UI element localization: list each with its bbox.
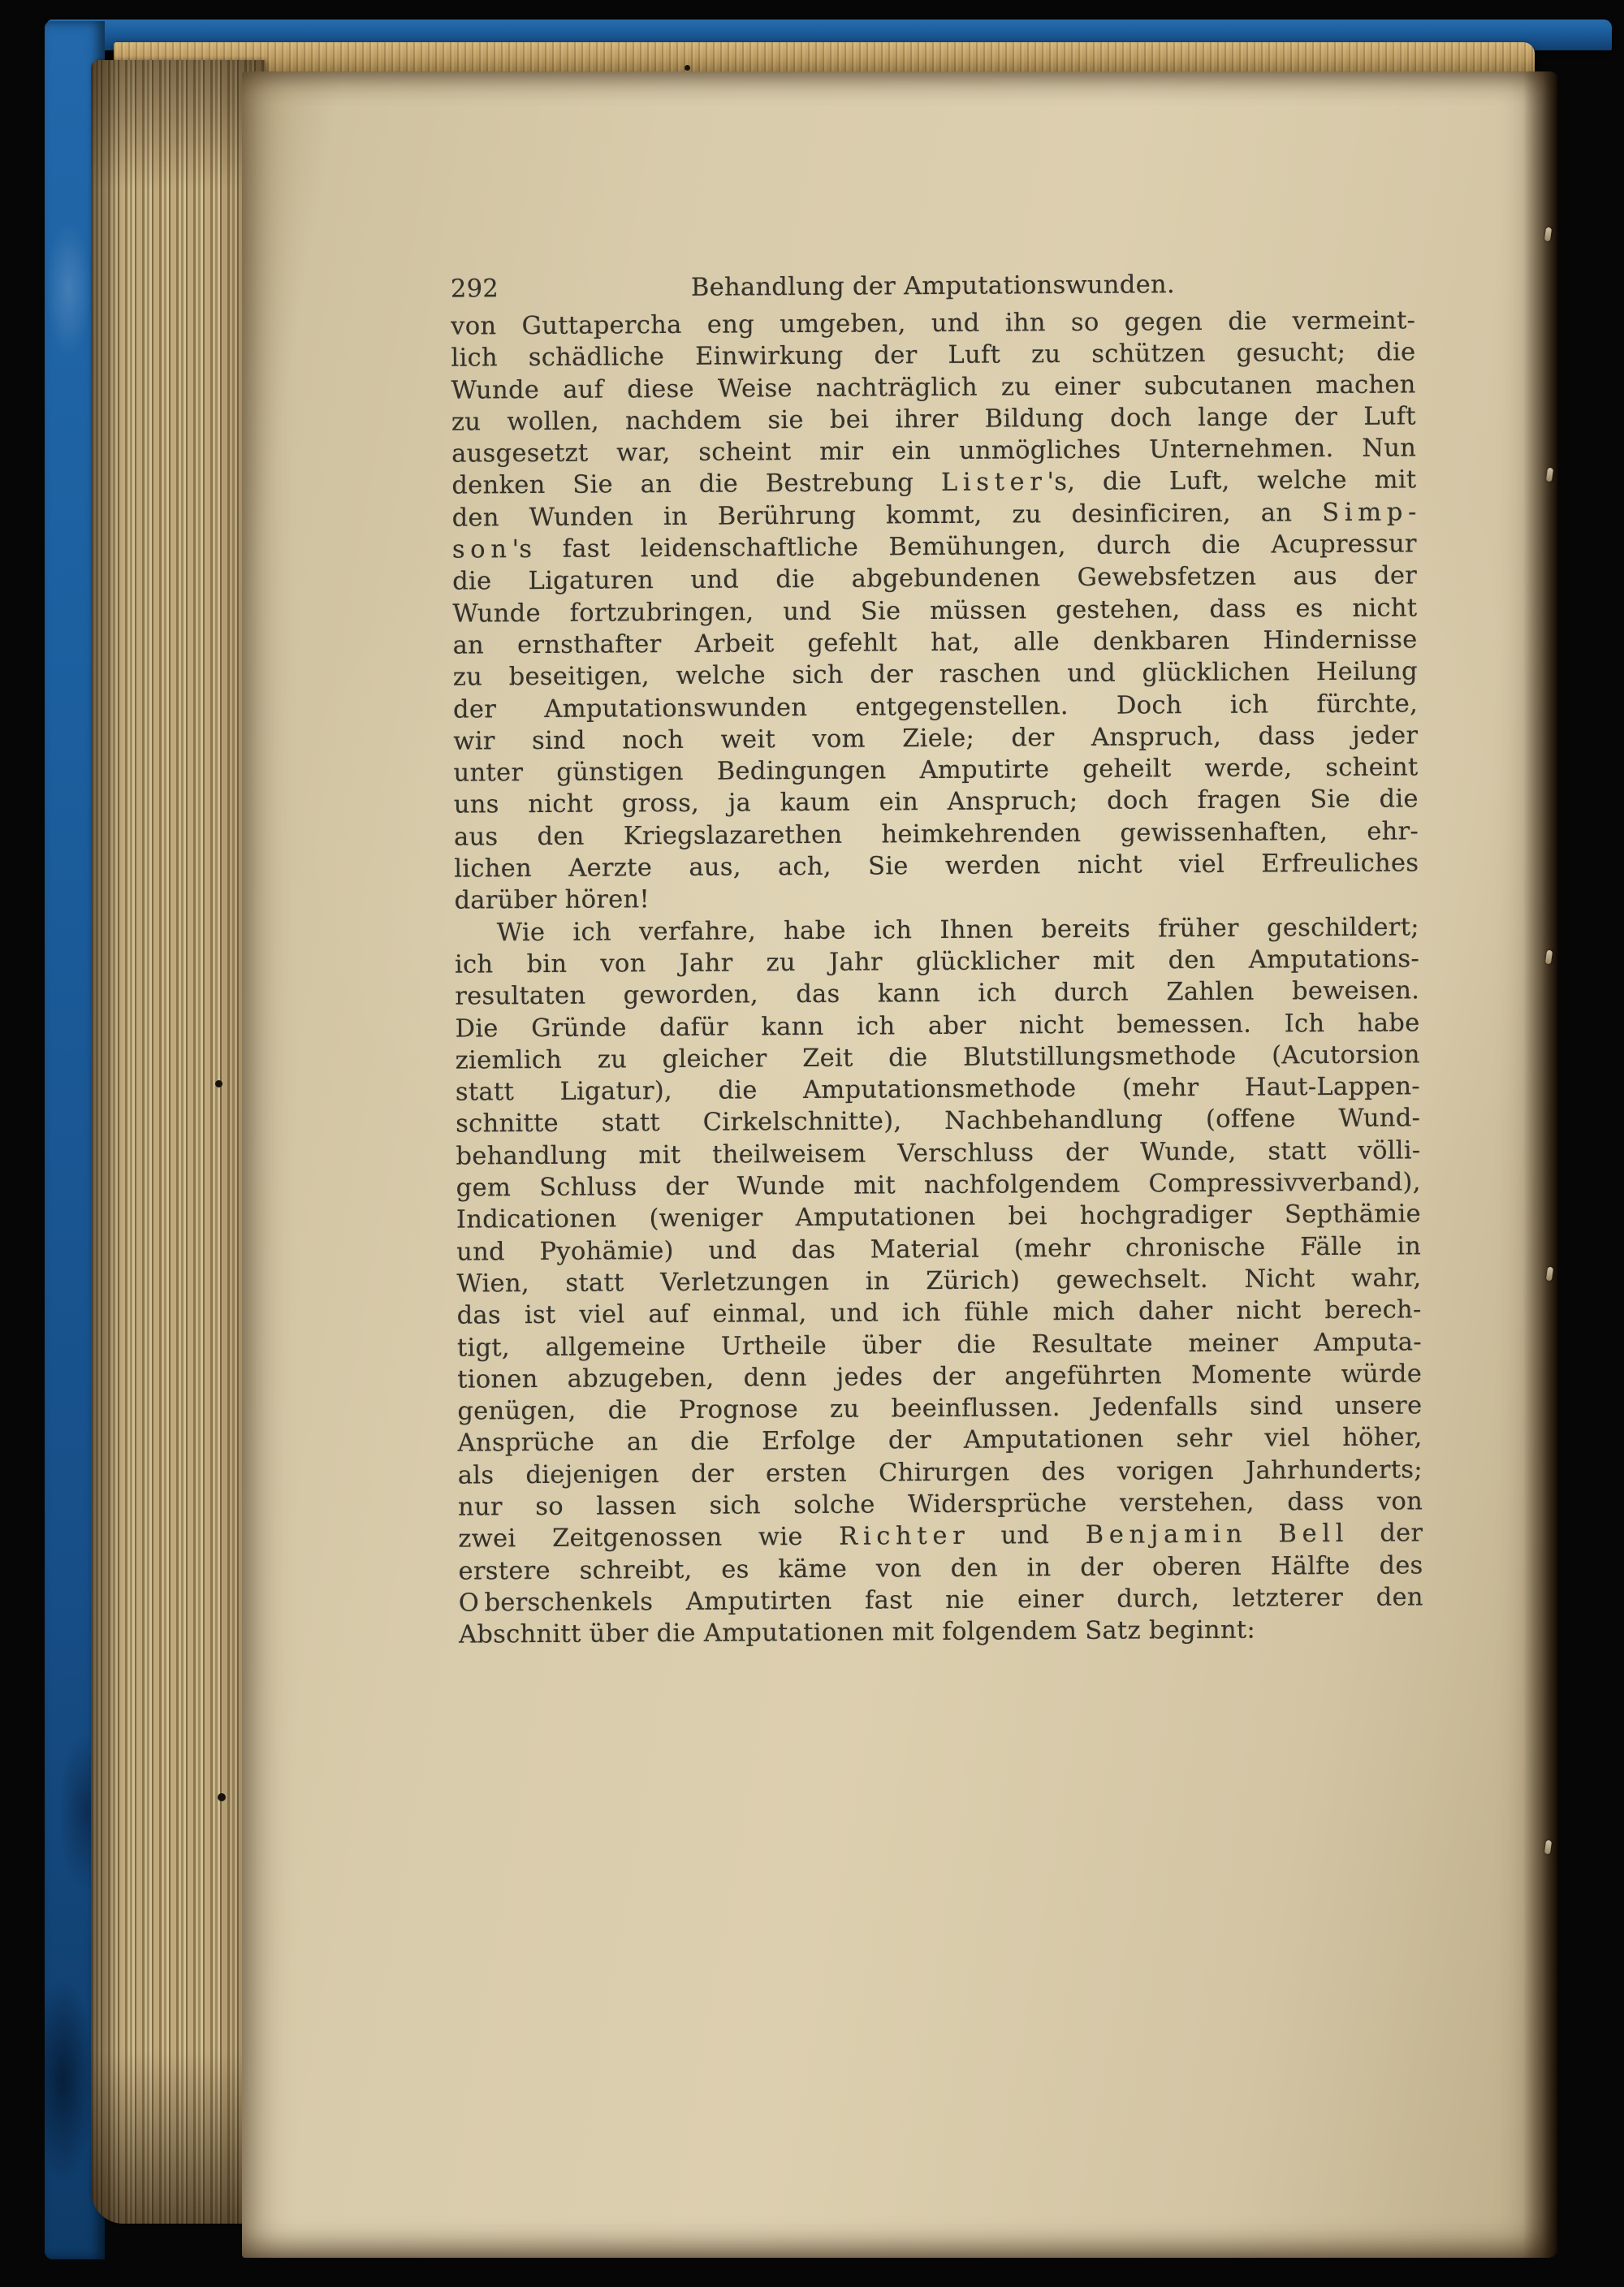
text-line: von Guttapercha eng umgeben, und ihn so gegen die vermeint- bbox=[451, 306, 1416, 341]
page-right-edge-shadow bbox=[1523, 71, 1557, 2258]
text-line: Ansprüche an die Erfolge der Amputationen sehr viel höher, bbox=[457, 1423, 1423, 1459]
text-body bbox=[451, 305, 1423, 1651]
text-line: tigt, allgemeine Urtheile über die Resultate meiner Amputa- bbox=[456, 1327, 1422, 1363]
text-line: den Wunden in Berührung kommt, zu desinficiren, an S i m p - bbox=[451, 498, 1417, 533]
text-line: Indicationen (weniger Amputationen bei hochgradiger Septhämie bbox=[456, 1200, 1422, 1234]
text-line: an ernsthafter Arbeit gefehlt hat, alle denkbaren Hindernisse bbox=[452, 625, 1418, 660]
text-line: resultaten geworden, das kann ich durch Zahlen beweisen. bbox=[455, 976, 1420, 1011]
text-line: tionen abzugeben, denn jedes der angeführten Momente würde bbox=[457, 1360, 1423, 1394]
text-line: gem Schluss der Wunde mit nachfolgendem Compressivverband), bbox=[456, 1168, 1421, 1203]
text-line: O berschenkels Amputirten fast nie einer durch, letzterer den bbox=[458, 1583, 1423, 1618]
text-line: ziemlich zu gleicher Zeit die Blutstillungsmethode (Acutorsion bbox=[455, 1040, 1420, 1075]
page-header bbox=[451, 267, 1415, 305]
text-line: s o n 's fast leidenschaftliche Bemühungen, durch die Acupressur bbox=[451, 530, 1417, 564]
text-line: erstere schreibt, es käme von den in der oberen Hälfte des bbox=[458, 1550, 1423, 1586]
text-line: und Pyohämie) und das Material (mehr chronische Fälle in bbox=[456, 1231, 1422, 1267]
text-line: Wunde fortzubringen, und Sie müssen gestehen, dass es nicht bbox=[452, 594, 1418, 629]
text-line: zwei Zeitgenossen wie R i c h t e r und B e n j a m i n B e l l der bbox=[458, 1519, 1423, 1554]
running-title: Behandlung der Amputationswunden. bbox=[690, 270, 1176, 302]
text-line: nur so lassen sich solche Widersprüche verstehen, dass von bbox=[458, 1487, 1423, 1522]
text-line: das ist viel auf einmal, und ich fühle mich daher nicht berech- bbox=[456, 1295, 1422, 1330]
text-line: unter günstigen Bedingungen Amputirte geheilt werde, scheint bbox=[453, 753, 1419, 788]
text-line: uns nicht gross, ja kaum ein Anspruch; doch fragen Sie die bbox=[453, 785, 1419, 820]
text-line: Abschnitt über die Amputationen mit folgendem Satz beginnt: bbox=[458, 1615, 1256, 1649]
paragraph bbox=[451, 305, 1419, 917]
scan-speck bbox=[685, 65, 690, 71]
page-content bbox=[451, 267, 1423, 1651]
text-line: aus den Kriegslazarethen heimkehrenden gewissenhaften, ehr- bbox=[453, 817, 1419, 852]
text-line: Die Gründe dafür kann ich aber nicht bemessen. Ich habe bbox=[455, 1008, 1420, 1044]
text-line: genügen, die Prognose zu beeinflussen. Jedenfalls sind unsere bbox=[457, 1391, 1423, 1426]
book-page bbox=[242, 71, 1556, 2258]
text-line: Wie ich verfahre, habe ich Ihnen bereits früher geschildert; bbox=[496, 913, 1419, 947]
text-line: Wunde auf diese Weise nachträglich zu einer subcutanen machen bbox=[451, 370, 1416, 405]
text-line: wir sind noch weit vom Ziele; der Anspruch, dass jeder bbox=[453, 721, 1419, 756]
text-line: schnitte statt Cirkelschnitte), Nachbehandlung (offene Wund- bbox=[456, 1104, 1421, 1139]
text-line: als diejenigen der ersten Chirurgen des vorigen Jahrhunderts; bbox=[457, 1455, 1423, 1490]
text-line: behandlung mit theilweisem Verschluss der Wunde, statt völli- bbox=[456, 1136, 1421, 1171]
scan-speck bbox=[218, 1793, 226, 1801]
text-line: ausgesetzt war, scheint mir ein unmögliches Unternehmen. Nun bbox=[451, 434, 1417, 469]
text-line: Wien, statt Verletzungen in Zürich) gewechselt. Nicht wahr, bbox=[456, 1264, 1422, 1299]
text-line: die Ligaturen und die abgebundenen Gewebsfetzen aus der bbox=[452, 561, 1418, 597]
fanned-page-edges bbox=[91, 60, 265, 2224]
text-line: ich bin von Jahr zu Jahr glücklicher mit den Amputations- bbox=[454, 945, 1420, 979]
scan-speck bbox=[215, 1080, 222, 1087]
text-line: lichen Aerzte aus, ach, Sie werden nicht viel Erfreuliches bbox=[454, 849, 1419, 884]
text-line: lich schädliche Einwirkung der Luft zu schützen gesucht; die bbox=[451, 338, 1416, 373]
text-line: statt Ligatur), die Amputationsmethode (mehr Haut-Lappen- bbox=[455, 1072, 1421, 1107]
text-line: denken Sie an die Bestrebung L i s t e r 's, die Luft, welche mit bbox=[451, 465, 1417, 501]
paragraph bbox=[455, 911, 1423, 1651]
text-line: zu wollen, nachdem sie bei ihrer Bildung doch lange der Luft bbox=[451, 402, 1417, 437]
text-line: zu beseitigen, welche sich der raschen und glücklichen Heilung bbox=[452, 657, 1418, 692]
text-line: darüber hören! bbox=[454, 885, 650, 915]
text-line: der Amputationswunden entgegenstellen. Doch ich fürchte, bbox=[453, 689, 1419, 724]
page-number: 292 bbox=[450, 275, 499, 304]
